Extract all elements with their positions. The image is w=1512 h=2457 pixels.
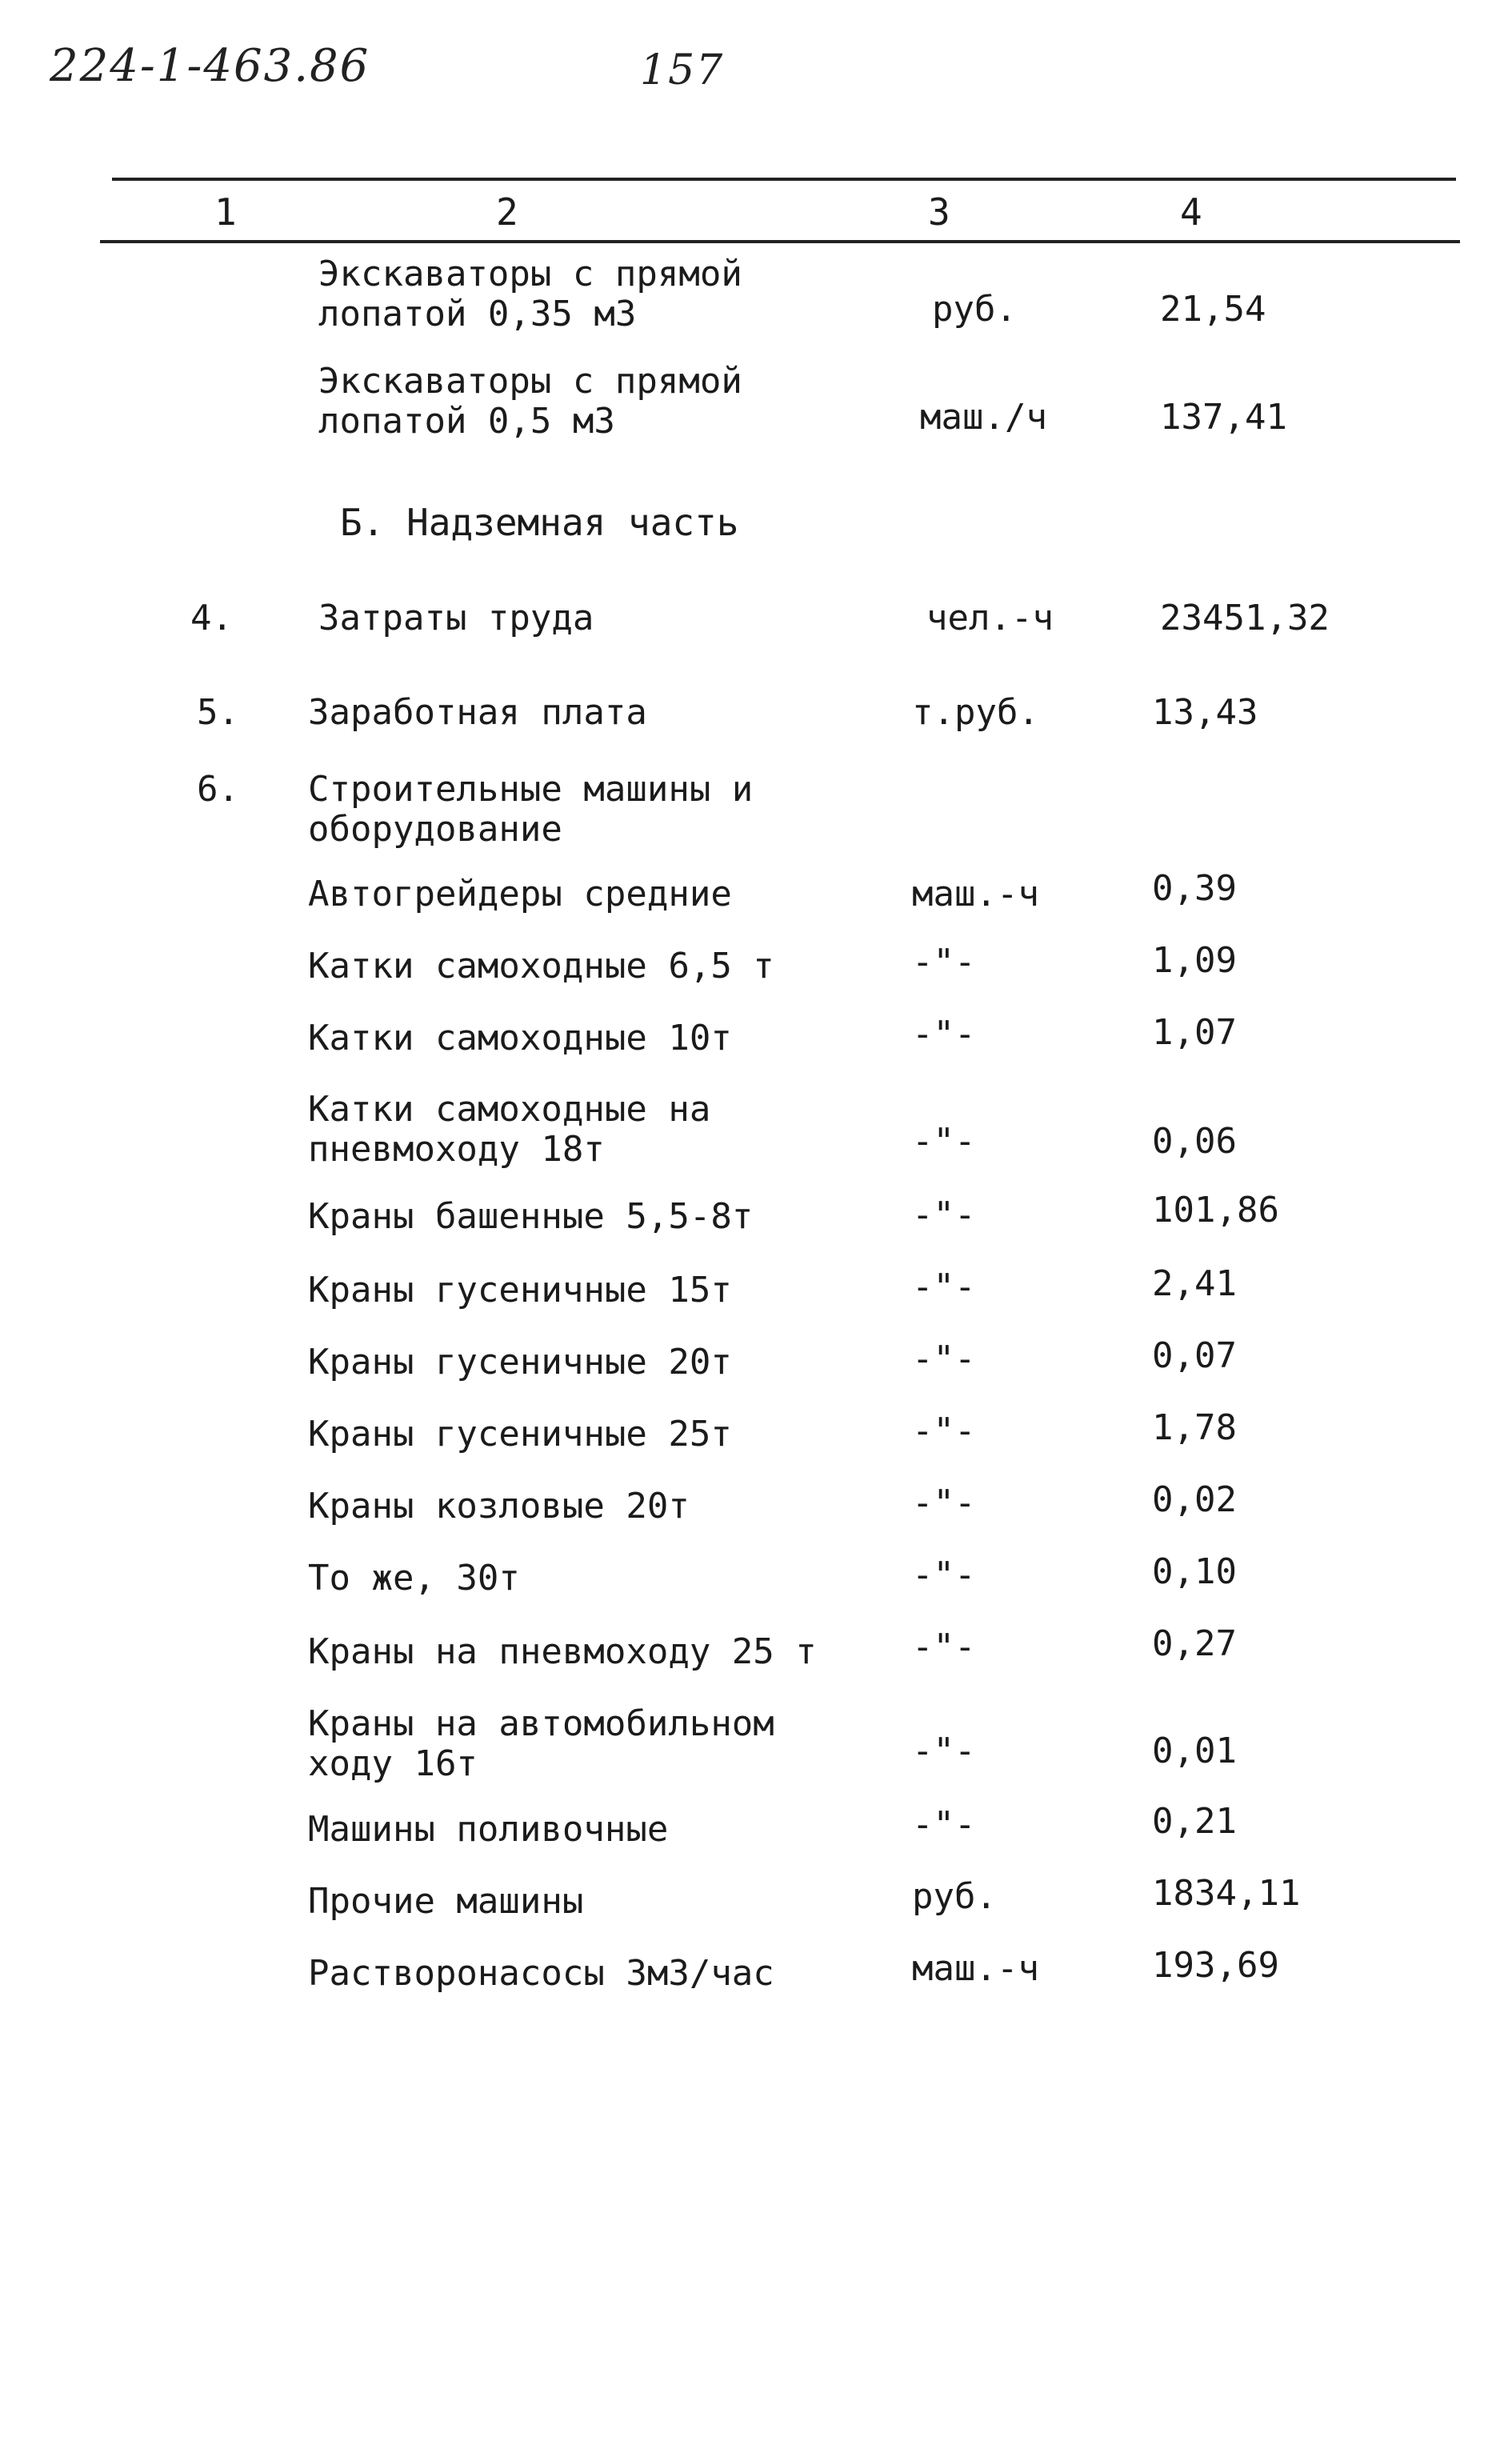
row-unit: -"- xyxy=(912,1014,976,1054)
row-unit: -"- xyxy=(912,1804,976,1845)
row-unit: руб. xyxy=(912,1876,997,1917)
row-value: 1,07 xyxy=(1152,1012,1237,1053)
row-value: 1,09 xyxy=(1152,940,1237,981)
row-unit: маш.-ч xyxy=(912,1948,1039,1989)
row-value: 137,41 xyxy=(1160,397,1287,438)
row-name: Краны гусеничные 25т xyxy=(308,1414,732,1455)
row-unit: руб. xyxy=(932,289,1017,330)
row-unit: маш./ч xyxy=(920,397,1047,438)
row-name: Краны гусеничные 15т xyxy=(308,1270,732,1311)
row-value: 0,27 xyxy=(1152,1623,1237,1664)
row-name: Экскаваторы с прямой лопатой 0,5 м3 xyxy=(318,361,742,442)
row-name: Строительные машины и оборудование xyxy=(308,769,754,850)
row-value: 2,41 xyxy=(1152,1263,1237,1304)
row-value: 23451,32 xyxy=(1160,598,1330,638)
row-value: 0,21 xyxy=(1152,1801,1237,1842)
row-unit: -"- xyxy=(912,942,976,982)
row-name: Краны на пневмоходу 25 т xyxy=(308,1631,817,1672)
row-name: Катки самоходные 10т xyxy=(308,1018,732,1058)
row-name: Краны башенные 5,5-8т xyxy=(308,1196,754,1237)
row-value: 0,02 xyxy=(1152,1479,1237,1520)
table-top-rule xyxy=(112,178,1456,181)
row-name: Катки самоходные на пневмоходу 18т xyxy=(308,1089,711,1170)
column-header-1: 1 xyxy=(214,190,237,234)
row-name: Катки самоходные 6,5 т xyxy=(308,946,774,986)
page-number: 157 xyxy=(640,46,725,94)
row-number: 5. xyxy=(197,692,239,733)
row-name: Краны козловые 20т xyxy=(308,1486,690,1527)
row-name: Краны гусеничные 20т xyxy=(308,1342,732,1383)
column-header-2: 2 xyxy=(496,190,518,234)
row-unit: -"- xyxy=(912,1627,976,1667)
row-unit: -"- xyxy=(912,1411,976,1451)
row-number: 4. xyxy=(190,598,233,638)
row-value: 1834,11 xyxy=(1152,1873,1301,1914)
row-unit: -"- xyxy=(912,1121,976,1162)
row-name: Заработная плата xyxy=(308,692,647,733)
column-header-4: 4 xyxy=(1180,190,1202,234)
row-name: Растворонасосы 3м3/час xyxy=(308,1953,774,1994)
row-value: 13,43 xyxy=(1152,692,1258,733)
row-name: Экскаваторы с прямой лопатой 0,35 м3 xyxy=(318,254,742,334)
row-name: Краны на автомобильном ходу 16т xyxy=(308,1703,774,1784)
row-value: 0,07 xyxy=(1152,1335,1237,1376)
row-value: 0,06 xyxy=(1152,1121,1237,1162)
document-code: 224-1-463.86 xyxy=(50,40,370,92)
row-unit: -"- xyxy=(912,1339,976,1379)
row-name: То же, 30т xyxy=(308,1558,520,1599)
row-unit: т.руб. xyxy=(912,692,1039,733)
section-title: Б. Надземная часть xyxy=(340,501,739,544)
row-name: Автогрейдеры средние xyxy=(308,874,732,914)
row-unit: чел.-ч xyxy=(926,598,1054,638)
row-value: 193,69 xyxy=(1152,1945,1279,1986)
row-unit: -"- xyxy=(912,1555,976,1595)
row-unit: -"- xyxy=(912,1483,976,1523)
row-unit: -"- xyxy=(912,1731,976,1771)
row-value: 0,01 xyxy=(1152,1731,1237,1771)
row-name: Затраты труда xyxy=(318,598,594,638)
column-header-3: 3 xyxy=(928,190,950,234)
row-name: Прочие машины xyxy=(308,1881,584,1922)
row-value: 0,39 xyxy=(1152,868,1237,909)
row-value: 0,10 xyxy=(1152,1551,1237,1592)
row-unit: -"- xyxy=(912,1267,976,1307)
row-name: Машины поливочные xyxy=(308,1809,669,1850)
row-value: 21,54 xyxy=(1160,289,1266,330)
row-value: 1,78 xyxy=(1152,1407,1237,1448)
row-unit: маш.-ч xyxy=(912,874,1039,914)
row-unit: -"- xyxy=(912,1194,976,1235)
row-value: 101,86 xyxy=(1152,1190,1279,1231)
table-header-rule xyxy=(100,240,1460,243)
row-number: 6. xyxy=(197,769,239,810)
